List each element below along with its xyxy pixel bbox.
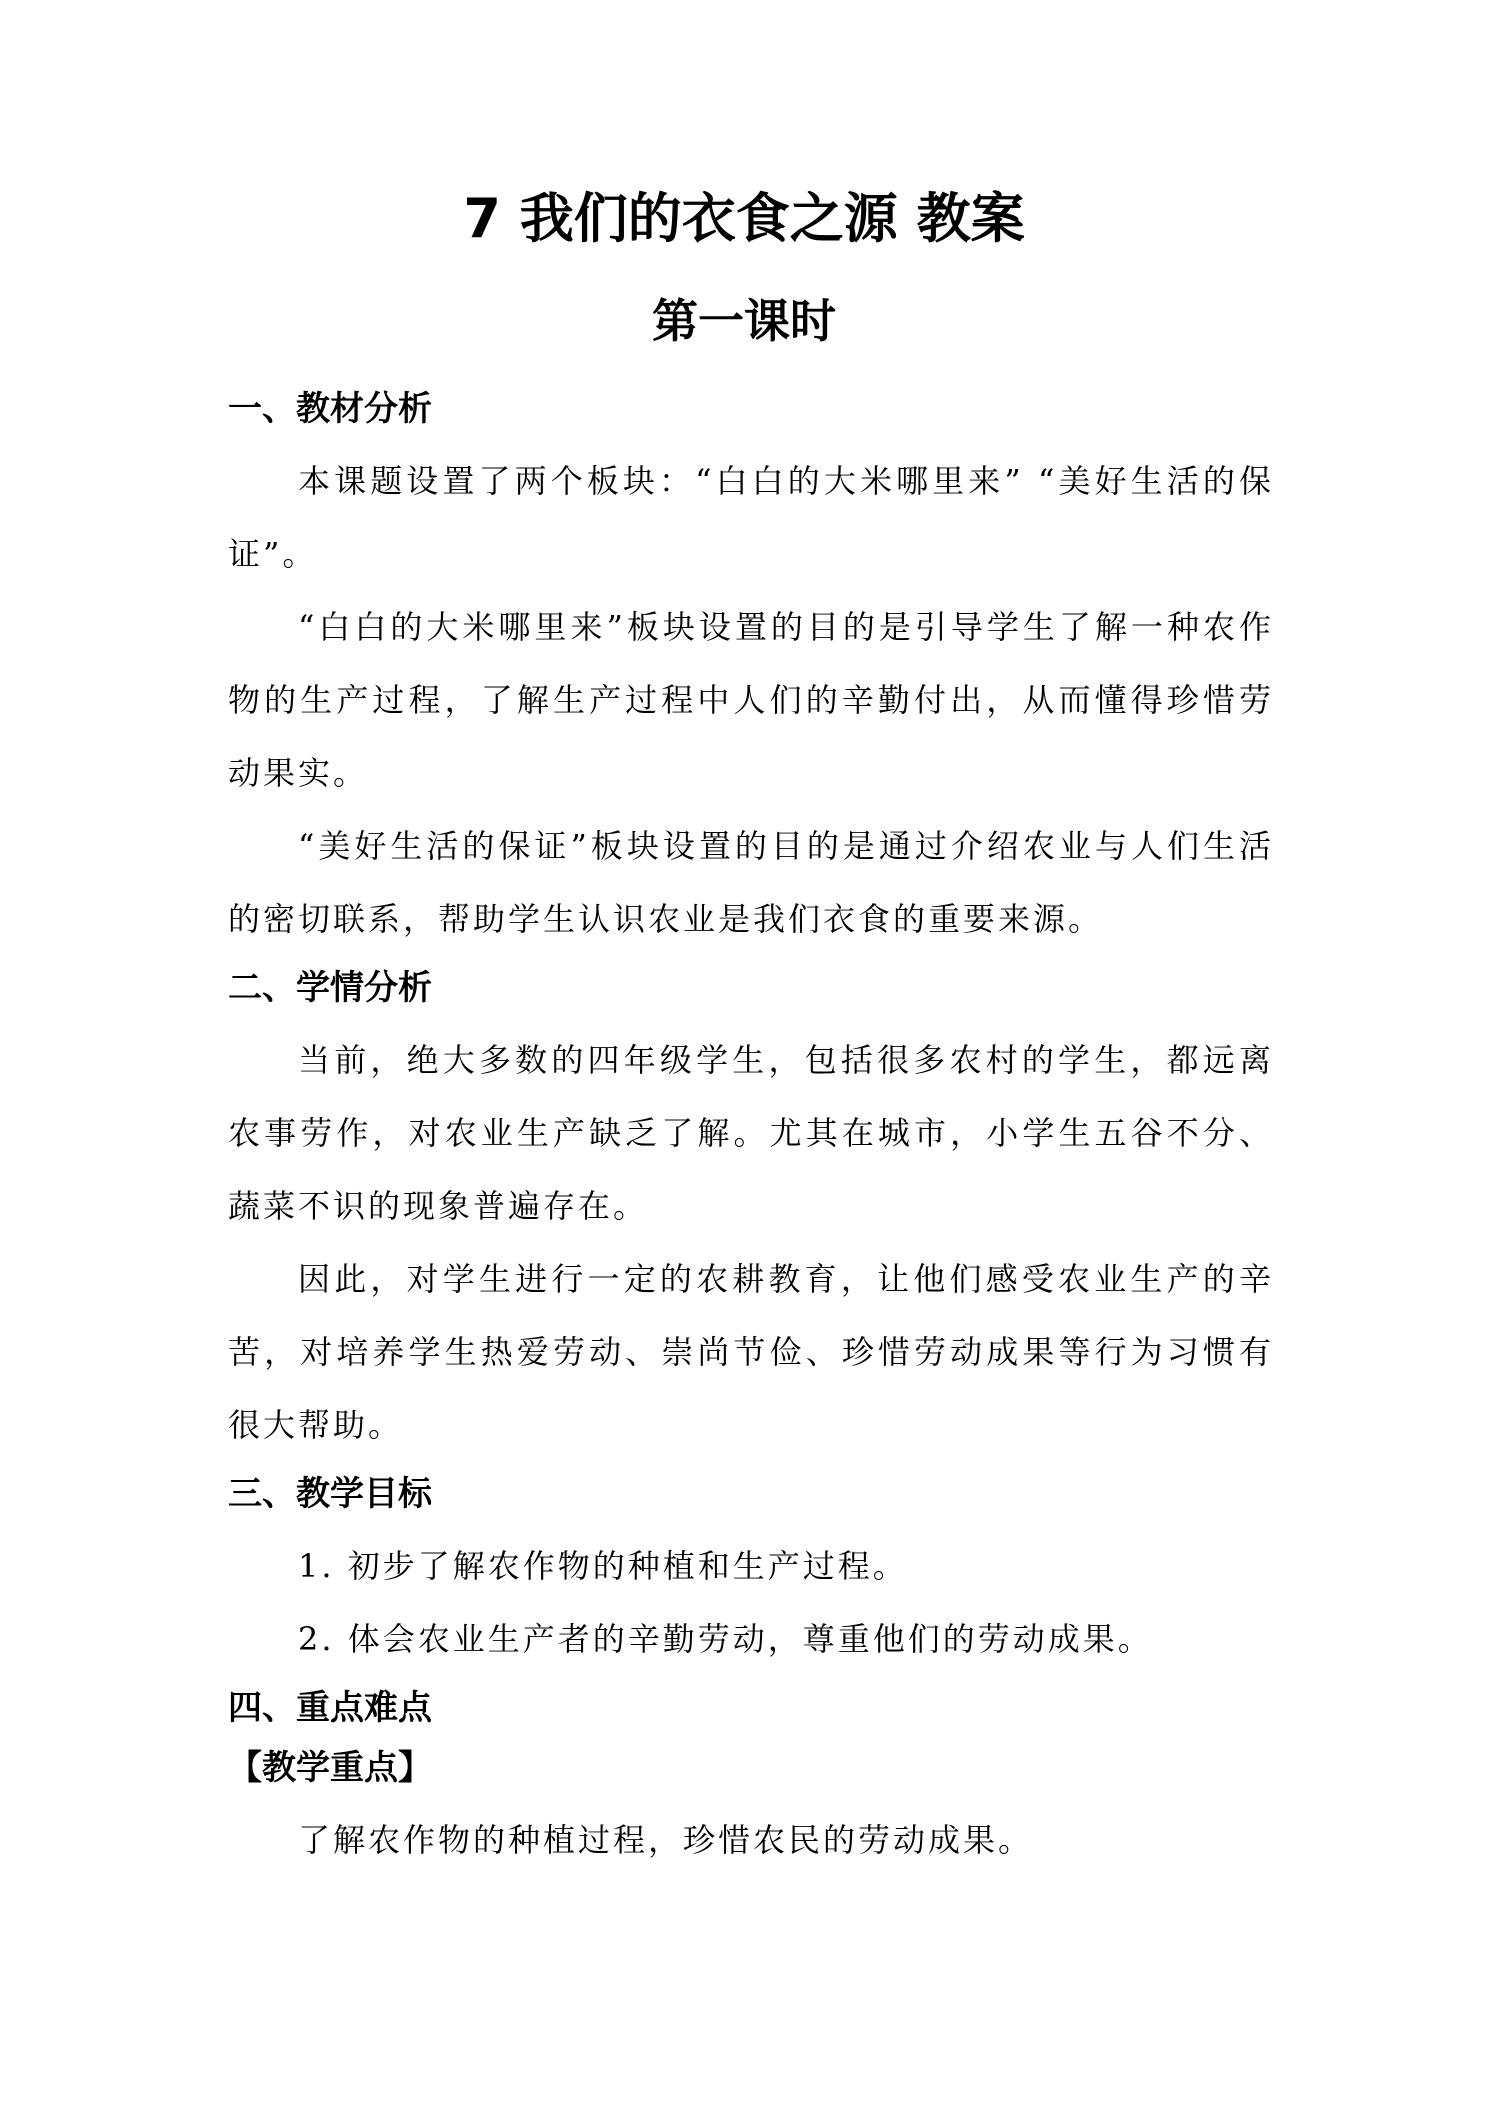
subheading-teaching-focus: 【教学重点】 — [228, 1748, 432, 1788]
paragraph: 了解农作物的种植过程，珍惜农民的劳动成果。 — [298, 1821, 1034, 1859]
document-subtitle: 第一课时 — [652, 294, 836, 348]
section-heading-teaching-goals: 三、教学目标 — [228, 1474, 432, 1514]
list-item: 2. 体会农业生产者的辛勤劳动，尊重他们的劳动成果。 — [298, 1620, 1153, 1658]
section-heading-key-points: 四、重点难点 — [228, 1688, 432, 1728]
document-body — [228, 385, 1274, 1877]
paragraph: “美好生活的保证”板块设置的目的是通过介绍农业与人们生活的密切联系，帮助学生认识农业是我们衣食的重要来源。 — [228, 827, 1274, 938]
paragraph: “白白的大米哪里来”板块设置的目的是引导学生了解一种农作物的生产过程，了解生产过程中人们的辛勤付出，从而懂得珍惜劳动果实。 — [228, 608, 1274, 792]
list-item: 1. 初步了解农作物的种植和生产过程。 — [298, 1547, 908, 1585]
document-title: 7 我们的衣食之源 教案 — [463, 187, 1025, 250]
section-heading-textbook-analysis: 一、教材分析 — [228, 389, 432, 429]
paragraph: 当前，绝大多数的四年级学生，包括很多农村的学生，都远离农事劳作，对农业生产缺乏了解。尤其在城市，小学生五谷不分、蔬菜不识的现象普遍存在。 — [228, 1041, 1274, 1225]
paragraph: 本课题设置了两个板块：“白白的大米哪里来” “美好生活的保证”。 — [228, 462, 1274, 573]
section-heading-student-analysis: 二、学情分析 — [228, 968, 432, 1008]
paragraph: 因此，对学生进行一定的农耕教育，让他们感受农业生产的辛苦，对培养学生热爱劳动、崇尚节俭、珍惜劳动成果等行为习惯有很大帮助。 — [228, 1260, 1274, 1444]
